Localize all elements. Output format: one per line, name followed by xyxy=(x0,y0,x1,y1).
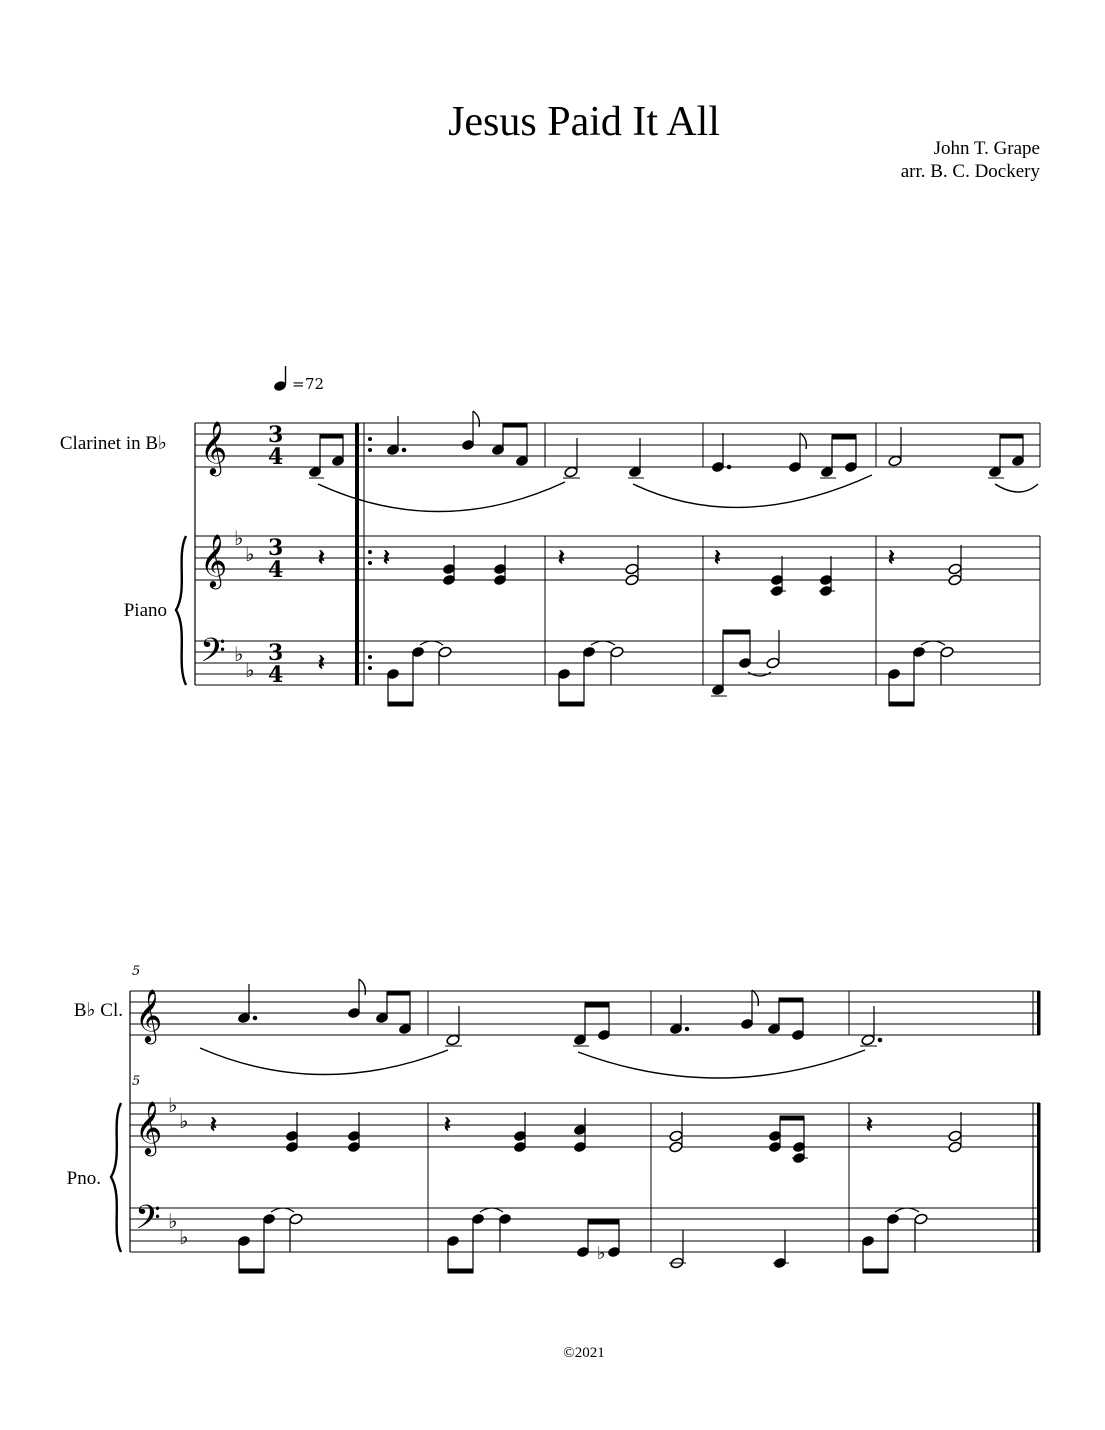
svg-text:♭: ♭ xyxy=(168,1209,178,1233)
repeat-barline xyxy=(355,423,372,685)
clarinet-staff xyxy=(195,423,1040,467)
svg-text:𝄽: 𝄽 xyxy=(383,546,390,571)
svg-text:♭: ♭ xyxy=(168,1093,178,1117)
svg-text:♭: ♭ xyxy=(245,542,255,566)
svg-text:♭: ♭ xyxy=(234,642,244,666)
treble-clef: 𝄞 xyxy=(200,533,228,587)
instrument-name-clarinet: Clarinet in B♭ xyxy=(59,433,167,454)
slurs xyxy=(318,475,1038,512)
piano-treble-notes xyxy=(318,545,962,597)
slurs xyxy=(200,1048,865,1078)
treble-clef: 𝄞 xyxy=(200,420,228,474)
svg-text:3: 3 xyxy=(268,640,284,666)
instrument-name-piano: Piano xyxy=(123,600,167,621)
measure-number: 5 xyxy=(132,1074,141,1089)
instrument-name-clarinet-short: B♭ Cl. xyxy=(73,1000,123,1021)
copyright-notice: ©2021 xyxy=(563,1345,605,1361)
svg-text:𝄽: 𝄽 xyxy=(888,546,895,571)
svg-text:♭: ♭ xyxy=(179,1109,189,1133)
svg-text:♭: ♭ xyxy=(234,526,244,550)
svg-text:3: 3 xyxy=(268,422,284,448)
svg-text:♭: ♭ xyxy=(597,1243,606,1264)
piano-brace xyxy=(176,536,186,685)
treble-clef: 𝄞 xyxy=(135,1100,163,1154)
svg-text:𝄽: 𝄽 xyxy=(318,651,325,676)
time-signature xyxy=(268,422,283,688)
key-signature xyxy=(168,1093,188,1249)
svg-text:𝄽: 𝄽 xyxy=(444,1113,451,1138)
bass-clef: 𝄢 xyxy=(200,632,226,678)
svg-text:𝄽: 𝄽 xyxy=(558,546,565,571)
svg-text:𝄽: 𝄽 xyxy=(714,546,721,571)
instrument-name-piano-short: Pno. xyxy=(66,1168,101,1189)
barlines xyxy=(428,991,1033,1252)
svg-text:4: 4 xyxy=(268,557,284,583)
barlines xyxy=(545,423,1040,685)
piano-bass-staff xyxy=(130,1208,1040,1252)
svg-text:♭: ♭ xyxy=(245,658,255,682)
tempo-bpm: 72 xyxy=(305,375,325,393)
measure-number: 5 xyxy=(132,964,141,979)
bass-clef: 𝄢 xyxy=(135,1199,161,1245)
svg-text:4: 4 xyxy=(268,662,284,688)
svg-text:𝄽: 𝄽 xyxy=(866,1113,873,1138)
svg-text:𝄽: 𝄽 xyxy=(210,1113,217,1138)
key-signature xyxy=(234,526,254,682)
svg-text:♭: ♭ xyxy=(179,1225,189,1249)
svg-text:𝄽: 𝄽 xyxy=(318,546,325,571)
svg-text:3: 3 xyxy=(268,535,284,561)
arranger-credit: arr. B. C. Dockery xyxy=(900,161,1040,182)
tempo-mark xyxy=(273,366,324,393)
final-barline xyxy=(1037,991,1041,1252)
composer-credit: John T. Grape xyxy=(933,138,1040,159)
svg-text:4: 4 xyxy=(268,444,284,470)
piano-brace xyxy=(111,1103,121,1252)
svg-text:=: = xyxy=(292,375,305,393)
score-title: Jesus Paid It All xyxy=(448,99,720,145)
treble-clef: 𝄞 xyxy=(135,988,163,1042)
